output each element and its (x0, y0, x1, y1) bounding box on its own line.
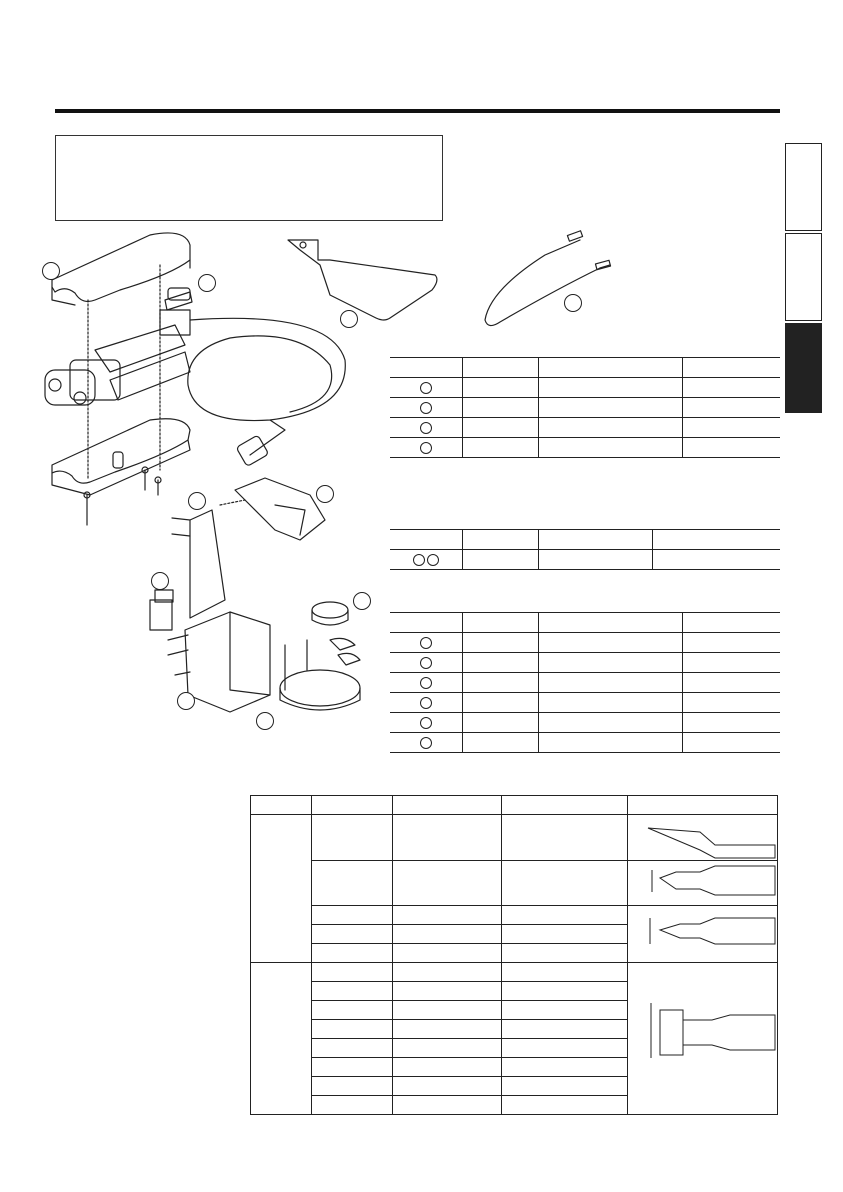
table-row (390, 398, 780, 418)
tip-table (250, 795, 778, 1115)
parts-table-a (390, 357, 780, 458)
callout-7 (151, 572, 169, 590)
table-row (390, 733, 780, 753)
item-number-circle (420, 382, 432, 394)
callout-6 (316, 485, 334, 503)
handle-base-illustration (52, 419, 190, 525)
callout-9 (177, 692, 195, 710)
item-number-circle (420, 442, 432, 454)
handle-cover-illustration (52, 233, 190, 480)
table-row (390, 633, 780, 653)
base-illustration (280, 602, 360, 710)
table-row (390, 713, 780, 733)
table-row (390, 378, 780, 398)
table-row (251, 815, 778, 861)
callout-5 (188, 492, 206, 510)
callout-2 (198, 274, 216, 292)
callout-1 (42, 262, 60, 280)
tip-group-2 (251, 963, 312, 1115)
parts-table-c (390, 612, 780, 753)
callout-3 (340, 310, 358, 328)
item-number-circle (420, 637, 432, 649)
cord-illustration (188, 318, 345, 466)
hand-piece-illustration (45, 292, 192, 405)
callout-10 (256, 712, 274, 730)
pad-illustration (288, 240, 437, 320)
table-row (251, 906, 778, 925)
item-number-circle (420, 737, 432, 749)
parts-table-b (390, 529, 780, 570)
table-row (390, 673, 780, 693)
tip-group-1 (251, 815, 312, 963)
table-row (390, 438, 780, 458)
table-row (390, 418, 780, 438)
callout-8 (353, 592, 371, 610)
item-number-circle (420, 677, 432, 689)
cable-illustration (485, 231, 611, 326)
table-row (251, 861, 778, 906)
item-number-circle (427, 554, 439, 566)
table-row (390, 653, 780, 673)
item-number-circle (420, 402, 432, 414)
module-illustration (150, 590, 173, 630)
item-number-circle (413, 554, 425, 566)
item-number-circle (420, 657, 432, 669)
item-number-circle (420, 422, 432, 434)
table-row (390, 693, 780, 713)
table-row (390, 550, 780, 570)
callout-4 (564, 294, 582, 312)
item-number-circle (420, 697, 432, 709)
item-number-circle (420, 717, 432, 729)
table-row (251, 963, 778, 982)
